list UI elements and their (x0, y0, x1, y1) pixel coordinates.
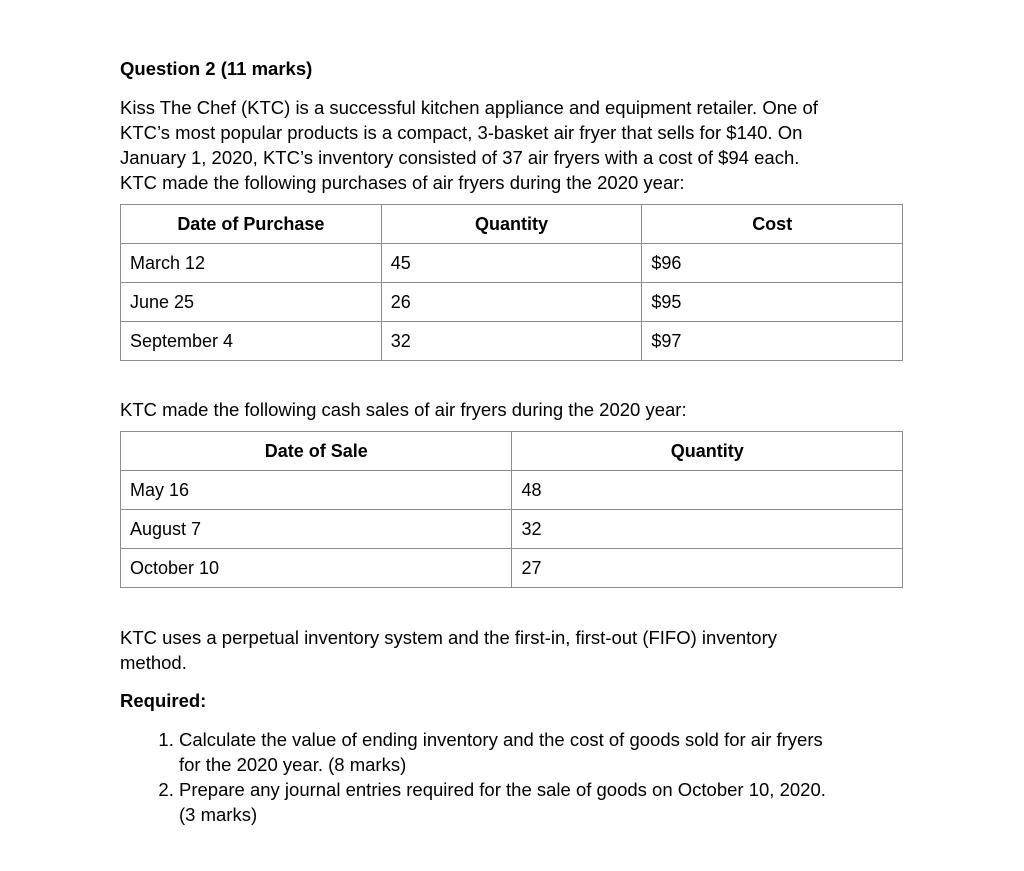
purchases-table (120, 204, 903, 361)
inventory-system-paragraph (120, 625, 910, 675)
required-label: Required: (120, 690, 207, 711)
sale-date-cell: October 10 (121, 549, 512, 588)
intro-line: KTC made the following purchases of air fryers during the 2020 year: (120, 172, 685, 193)
table-row (121, 510, 903, 549)
required-item-line: (3 marks) (179, 804, 258, 825)
purchase-date-cell: March 12 (121, 244, 382, 283)
required-item-line: Prepare any journal entries required for the sale of goods on October 10, 2020. (179, 779, 826, 800)
table-row (121, 322, 903, 361)
required-list (120, 727, 910, 827)
sales-intro: KTC made the following cash sales of air fryers during the 2020 year: (120, 399, 687, 420)
sale-date-cell: August 7 (121, 510, 512, 549)
intro-line: Kiss The Chef (KTC) is a successful kitchen appliance and equipment retailer. One of (120, 97, 818, 118)
sale-date-cell: May 16 (121, 471, 512, 510)
system-line: method. (120, 652, 187, 673)
purchase-quantity-cell: 26 (381, 283, 642, 322)
table-row (121, 244, 903, 283)
table-header-row (121, 432, 903, 471)
question-title: Question 2 (11 marks) (120, 58, 313, 79)
document-page (120, 57, 910, 827)
sale-quantity-cell: 48 (512, 471, 903, 510)
header-date-of-sale: Date of Sale (121, 432, 512, 471)
table-row (121, 283, 903, 322)
header-quantity: Quantity (381, 205, 642, 244)
intro-paragraph (120, 95, 910, 195)
header-quantity: Quantity (512, 432, 903, 471)
list-item (179, 777, 910, 827)
intro-line: January 1, 2020, KTC’s inventory consisted of 37 air fryers with a cost of $94 each. (120, 147, 800, 168)
table-header-row (121, 205, 903, 244)
purchase-cost-cell: $96 (642, 244, 903, 283)
purchase-quantity-cell: 32 (381, 322, 642, 361)
purchase-date-cell: June 25 (121, 283, 382, 322)
required-item-line: for the 2020 year. (8 marks) (179, 754, 407, 775)
header-cost: Cost (642, 205, 903, 244)
purchase-cost-cell: $97 (642, 322, 903, 361)
list-item (179, 727, 910, 777)
intro-line: KTC’s most popular products is a compact, 3-basket air fryer that sells for $140. On (120, 122, 803, 143)
table-row (121, 471, 903, 510)
required-item-line: Calculate the value of ending inventory and the cost of goods sold for air fryers (179, 729, 823, 750)
header-date-of-purchase: Date of Purchase (121, 205, 382, 244)
table-row (121, 549, 903, 588)
sale-quantity-cell: 27 (512, 549, 903, 588)
sales-table (120, 431, 903, 588)
purchase-date-cell: September 4 (121, 322, 382, 361)
purchase-cost-cell: $95 (642, 283, 903, 322)
sale-quantity-cell: 32 (512, 510, 903, 549)
purchase-quantity-cell: 45 (381, 244, 642, 283)
system-line: KTC uses a perpetual inventory system and the first-in, first-out (FIFO) inventory (120, 627, 777, 648)
